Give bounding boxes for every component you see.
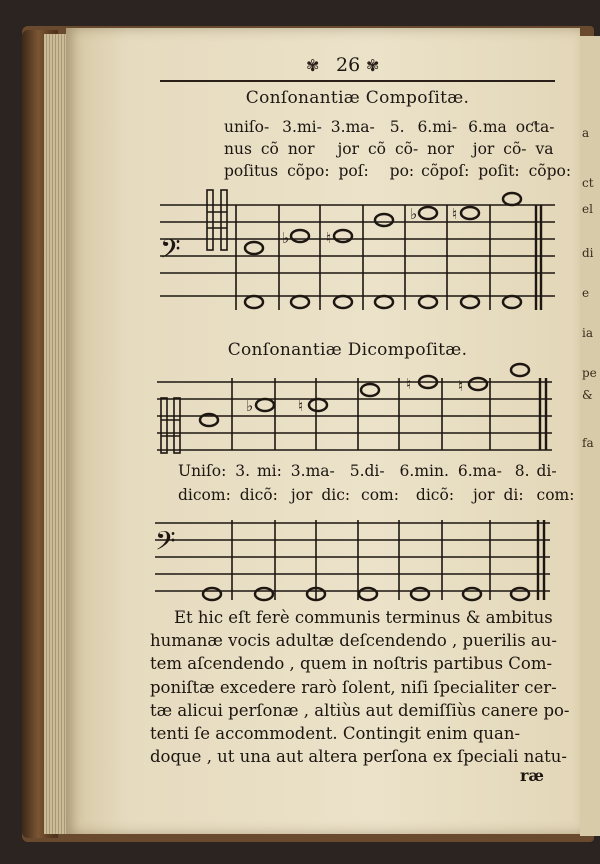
- adjacent-fragment: &: [582, 388, 593, 402]
- adjacent-fragment: a: [582, 126, 590, 140]
- syllable: cõ-: [503, 140, 527, 158]
- syllable: jor: [472, 140, 495, 158]
- syllable: 3.mi-: [282, 118, 322, 136]
- syllable: 5.: [389, 118, 405, 136]
- paragraph-line: Et hic eſt ferè communis terminus & ambitus: [174, 608, 553, 627]
- syllable: cõ: [367, 140, 386, 158]
- adjacent-fragment: e: [582, 286, 590, 300]
- paragraph-line: tæ alicui perſonæ , altiùs aut demiſſiùs canere po-: [150, 700, 570, 720]
- syllable: nor: [427, 140, 454, 158]
- paragraph-line: doque , ut una aut altera perſona ex ſpeciali natu-: [150, 747, 568, 767]
- svg-text:♮: ♮: [406, 375, 412, 393]
- paragraph-line: humanæ vocis adultæ deſcendendo , puerilis au-: [150, 631, 557, 651]
- syllable: 8.: [514, 462, 530, 480]
- ornament-right-icon: ✾: [366, 56, 380, 75]
- paragraph-line: poniſtæ excedere rarò ſolent, niſi ſpecialiter cer-: [150, 677, 557, 697]
- syllable: 3.: [235, 462, 251, 480]
- syllable: cõpoſ:: [421, 162, 470, 180]
- syllable: 5.di-: [349, 462, 385, 480]
- syllable: cõpo:: [528, 162, 572, 180]
- catchword: ræ: [520, 766, 545, 785]
- svg-text:♭: ♭: [410, 205, 418, 223]
- svg-text:♮: ♮: [326, 229, 332, 247]
- page-number: 26: [336, 54, 361, 76]
- adjacent-fragment: ia: [582, 326, 593, 340]
- syllable: jor: [472, 486, 495, 504]
- syllable: poſitus: [224, 162, 279, 180]
- syllable: 6.min.: [399, 462, 449, 480]
- svg-text:♮: ♮: [298, 397, 304, 415]
- syllable: nus: [224, 140, 252, 158]
- adjacent-fragment: di: [582, 246, 594, 260]
- adjacent-fragment: el: [582, 202, 593, 216]
- paragraph-line: tenti ſe accommodent. Contingit enim quan-: [150, 724, 521, 744]
- svg-text:𝄢: 𝄢: [160, 233, 181, 271]
- syllable: dicom:: [178, 486, 231, 504]
- syllable: jor: [337, 140, 360, 158]
- syllable: nor: [287, 140, 315, 158]
- syllable: jor: [290, 486, 313, 504]
- svg-text:♭: ♭: [246, 397, 254, 415]
- svg-text:𝄢: 𝄢: [155, 525, 176, 563]
- staff-1: [160, 190, 555, 310]
- syllable: cõ: [260, 140, 279, 158]
- body-paragraph: [150, 606, 570, 768]
- syllable: oƈta-: [515, 118, 555, 136]
- syllable: Uniſo:: [178, 462, 227, 480]
- section2-syllables-row2: [178, 486, 574, 504]
- adjacent-fragment: ct: [582, 176, 594, 190]
- syllable: 3.ma-: [330, 118, 375, 136]
- syllable: dic:: [321, 486, 351, 504]
- section1-title: Conſonantiæ Compoſitæ.: [245, 88, 470, 108]
- syllable: va: [535, 140, 554, 158]
- syllable: 3.ma-: [290, 462, 335, 480]
- syllable: di:: [503, 486, 524, 504]
- svg-text:♮: ♮: [458, 377, 464, 395]
- syllable: poſ:: [338, 162, 369, 180]
- syllable: 6.ma-: [457, 462, 502, 480]
- paragraph-line: tem aſcendendo , quem in noſtris partibus Com-: [150, 654, 553, 674]
- ornament-left-icon: ✾: [306, 56, 320, 75]
- staff-3-notes: [203, 588, 529, 600]
- section2-title: Conſonantiæ Dicompoſitæ.: [227, 340, 468, 360]
- adjacent-fragment: pe: [582, 366, 597, 380]
- syllable: cõ-: [394, 140, 419, 158]
- syllable: dicõ:: [239, 486, 278, 504]
- syllable: dicõ:: [415, 486, 455, 504]
- syllable: mi:: [256, 462, 282, 480]
- syllable: poſit:: [478, 162, 520, 180]
- syllable: di-: [536, 462, 557, 480]
- svg-text:♮: ♮: [452, 205, 458, 223]
- adjacent-fragment: fa: [582, 436, 594, 450]
- syllable: cõpo:: [287, 162, 330, 180]
- syllable: po:: [389, 162, 415, 180]
- svg-text:♭: ♭: [282, 229, 290, 247]
- syllable: com:: [361, 486, 399, 504]
- syllable: com:: [536, 486, 575, 504]
- section2-syllables-row1: [178, 462, 557, 480]
- staff-1-notes: [245, 193, 521, 308]
- syllable: 6.ma: [468, 118, 507, 136]
- syllable: uniſo-: [224, 118, 270, 136]
- syllable: 6.mi-: [417, 118, 458, 136]
